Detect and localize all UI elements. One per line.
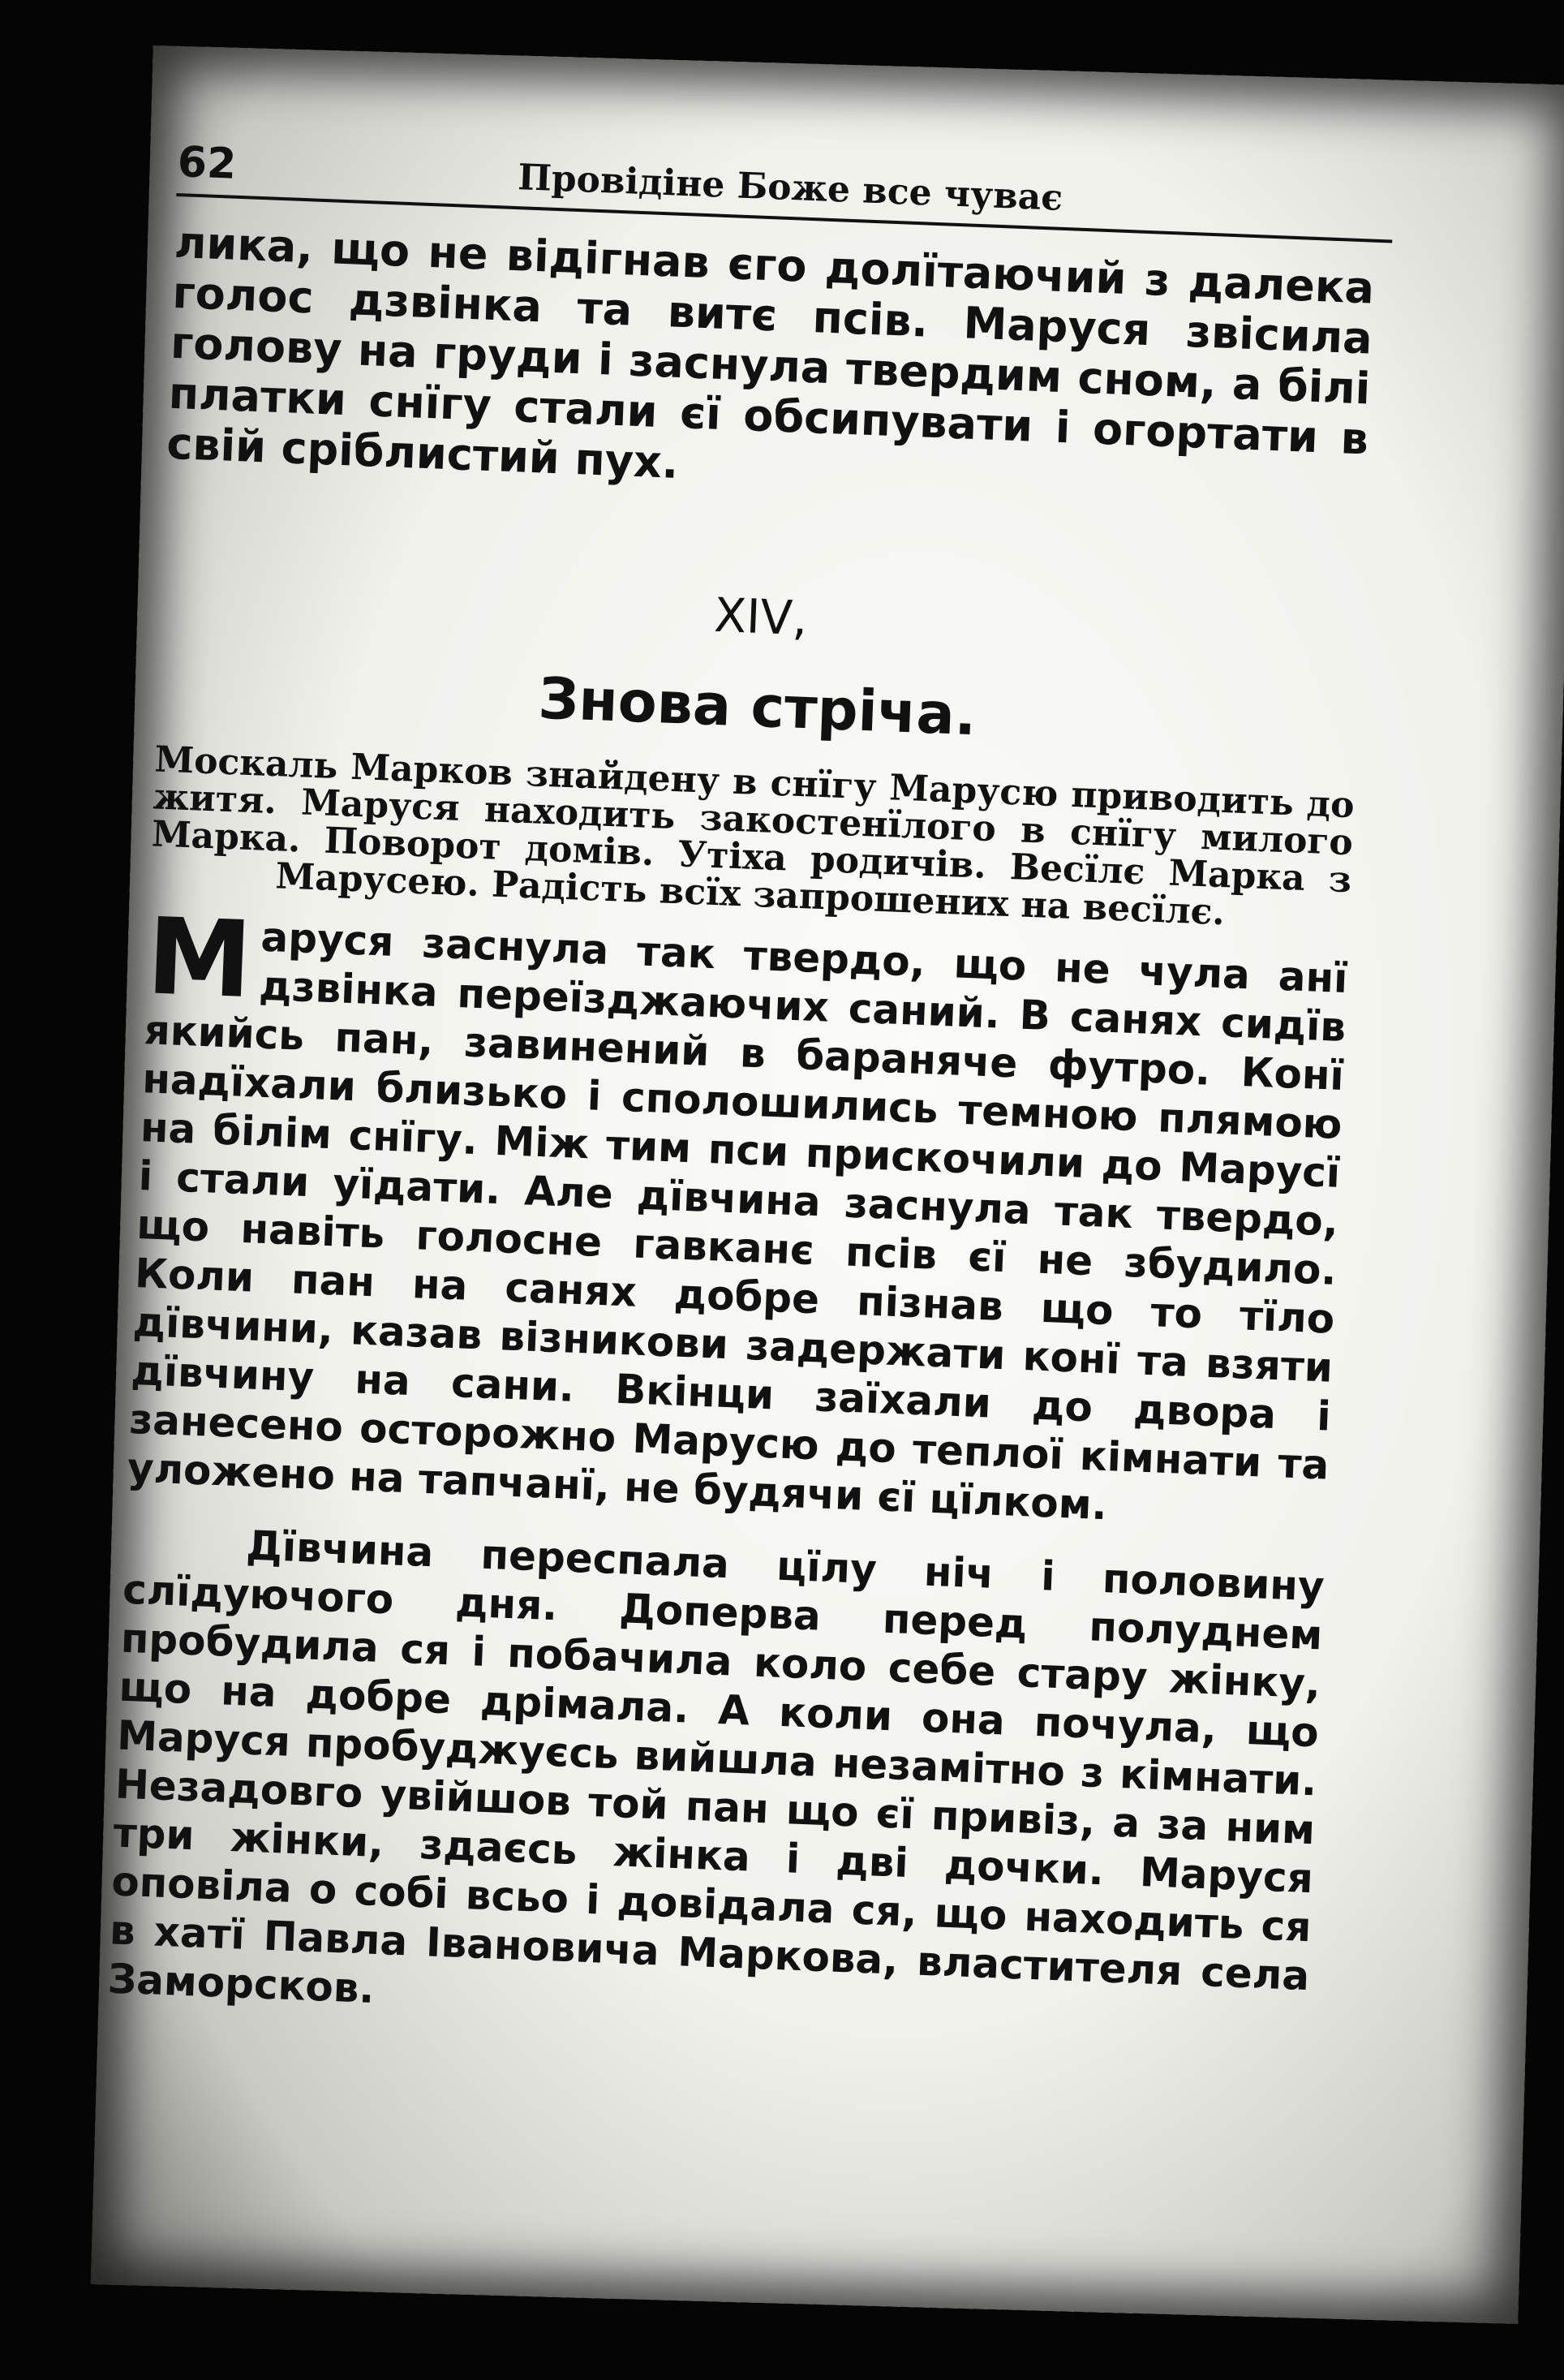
chapter-number: XIV,: [713, 587, 809, 647]
opening-paragraph: лика, що не відігнав єго долїтаючий з далека голос дзвінка та витє псів. Маруся звісила голову на груди і заснула твердим сном, а білі платки снїгу стали єї обсипувати і огортати в свій сріблистий пух.: [165, 216, 1376, 488]
running-title: Провідіне Боже все чуває: [517, 157, 1064, 219]
chapter-summary: Москаль Марков знайдену в снїгу Марусю приводить до житя. Маруся находить закостенїлого в снїгу милого Марка. Поворот домів. Утіха родичів. Весїлє Марка з Марусею. Радість всїх запрошених на весїлє.: [151, 738, 1356, 934]
page-content: [107, 138, 1524, 2055]
body-paragraph: Дївчина переспала цїлу ніч і половину слїдуючого дня. Доперва перед полуднем пробудила ся і побачила коло себе стару жінку, що на добре дрімала. А коли она почула, що Маруся пробуджуєсь вийшла незамітно з кімнати. Незадовго увійшов той пан що єї привіз, а за ним три жінки, здаєсь жінка і дві дочки. Маруся оповіла о собі всьо і довідала ся, що находить ся в хатї Павла Івановича Маркова, властителя села Заморсков.: [106, 1521, 1326, 2012]
page-number: 62: [176, 138, 238, 189]
chapter-title: Знова стріча.: [537, 665, 978, 749]
body-paragraph: Маруся заснула так твердо, що не чула анї дзвінка переїзджаючих саний. В санях сидїв якийсь пан, завинений в бараняче футро. Конї надїхали близько і сполошились темною плямою на білім снїгу. Між тим пси прискочили до Марусї і стали уїдати. Але дївчина заснула так твердо, що навіть голосне гавканє псів єї не збудило. Коли пан на санях добре пізнав що то тїло дївчини, казав візникови задержати конї та взяти дївчину на сани. Вкінци заїхали до двора і занесено осторожно Марусю до теплої кімнати та уложено на тапчанї, не будячи єї цїлком.: [126, 894, 1349, 1530]
